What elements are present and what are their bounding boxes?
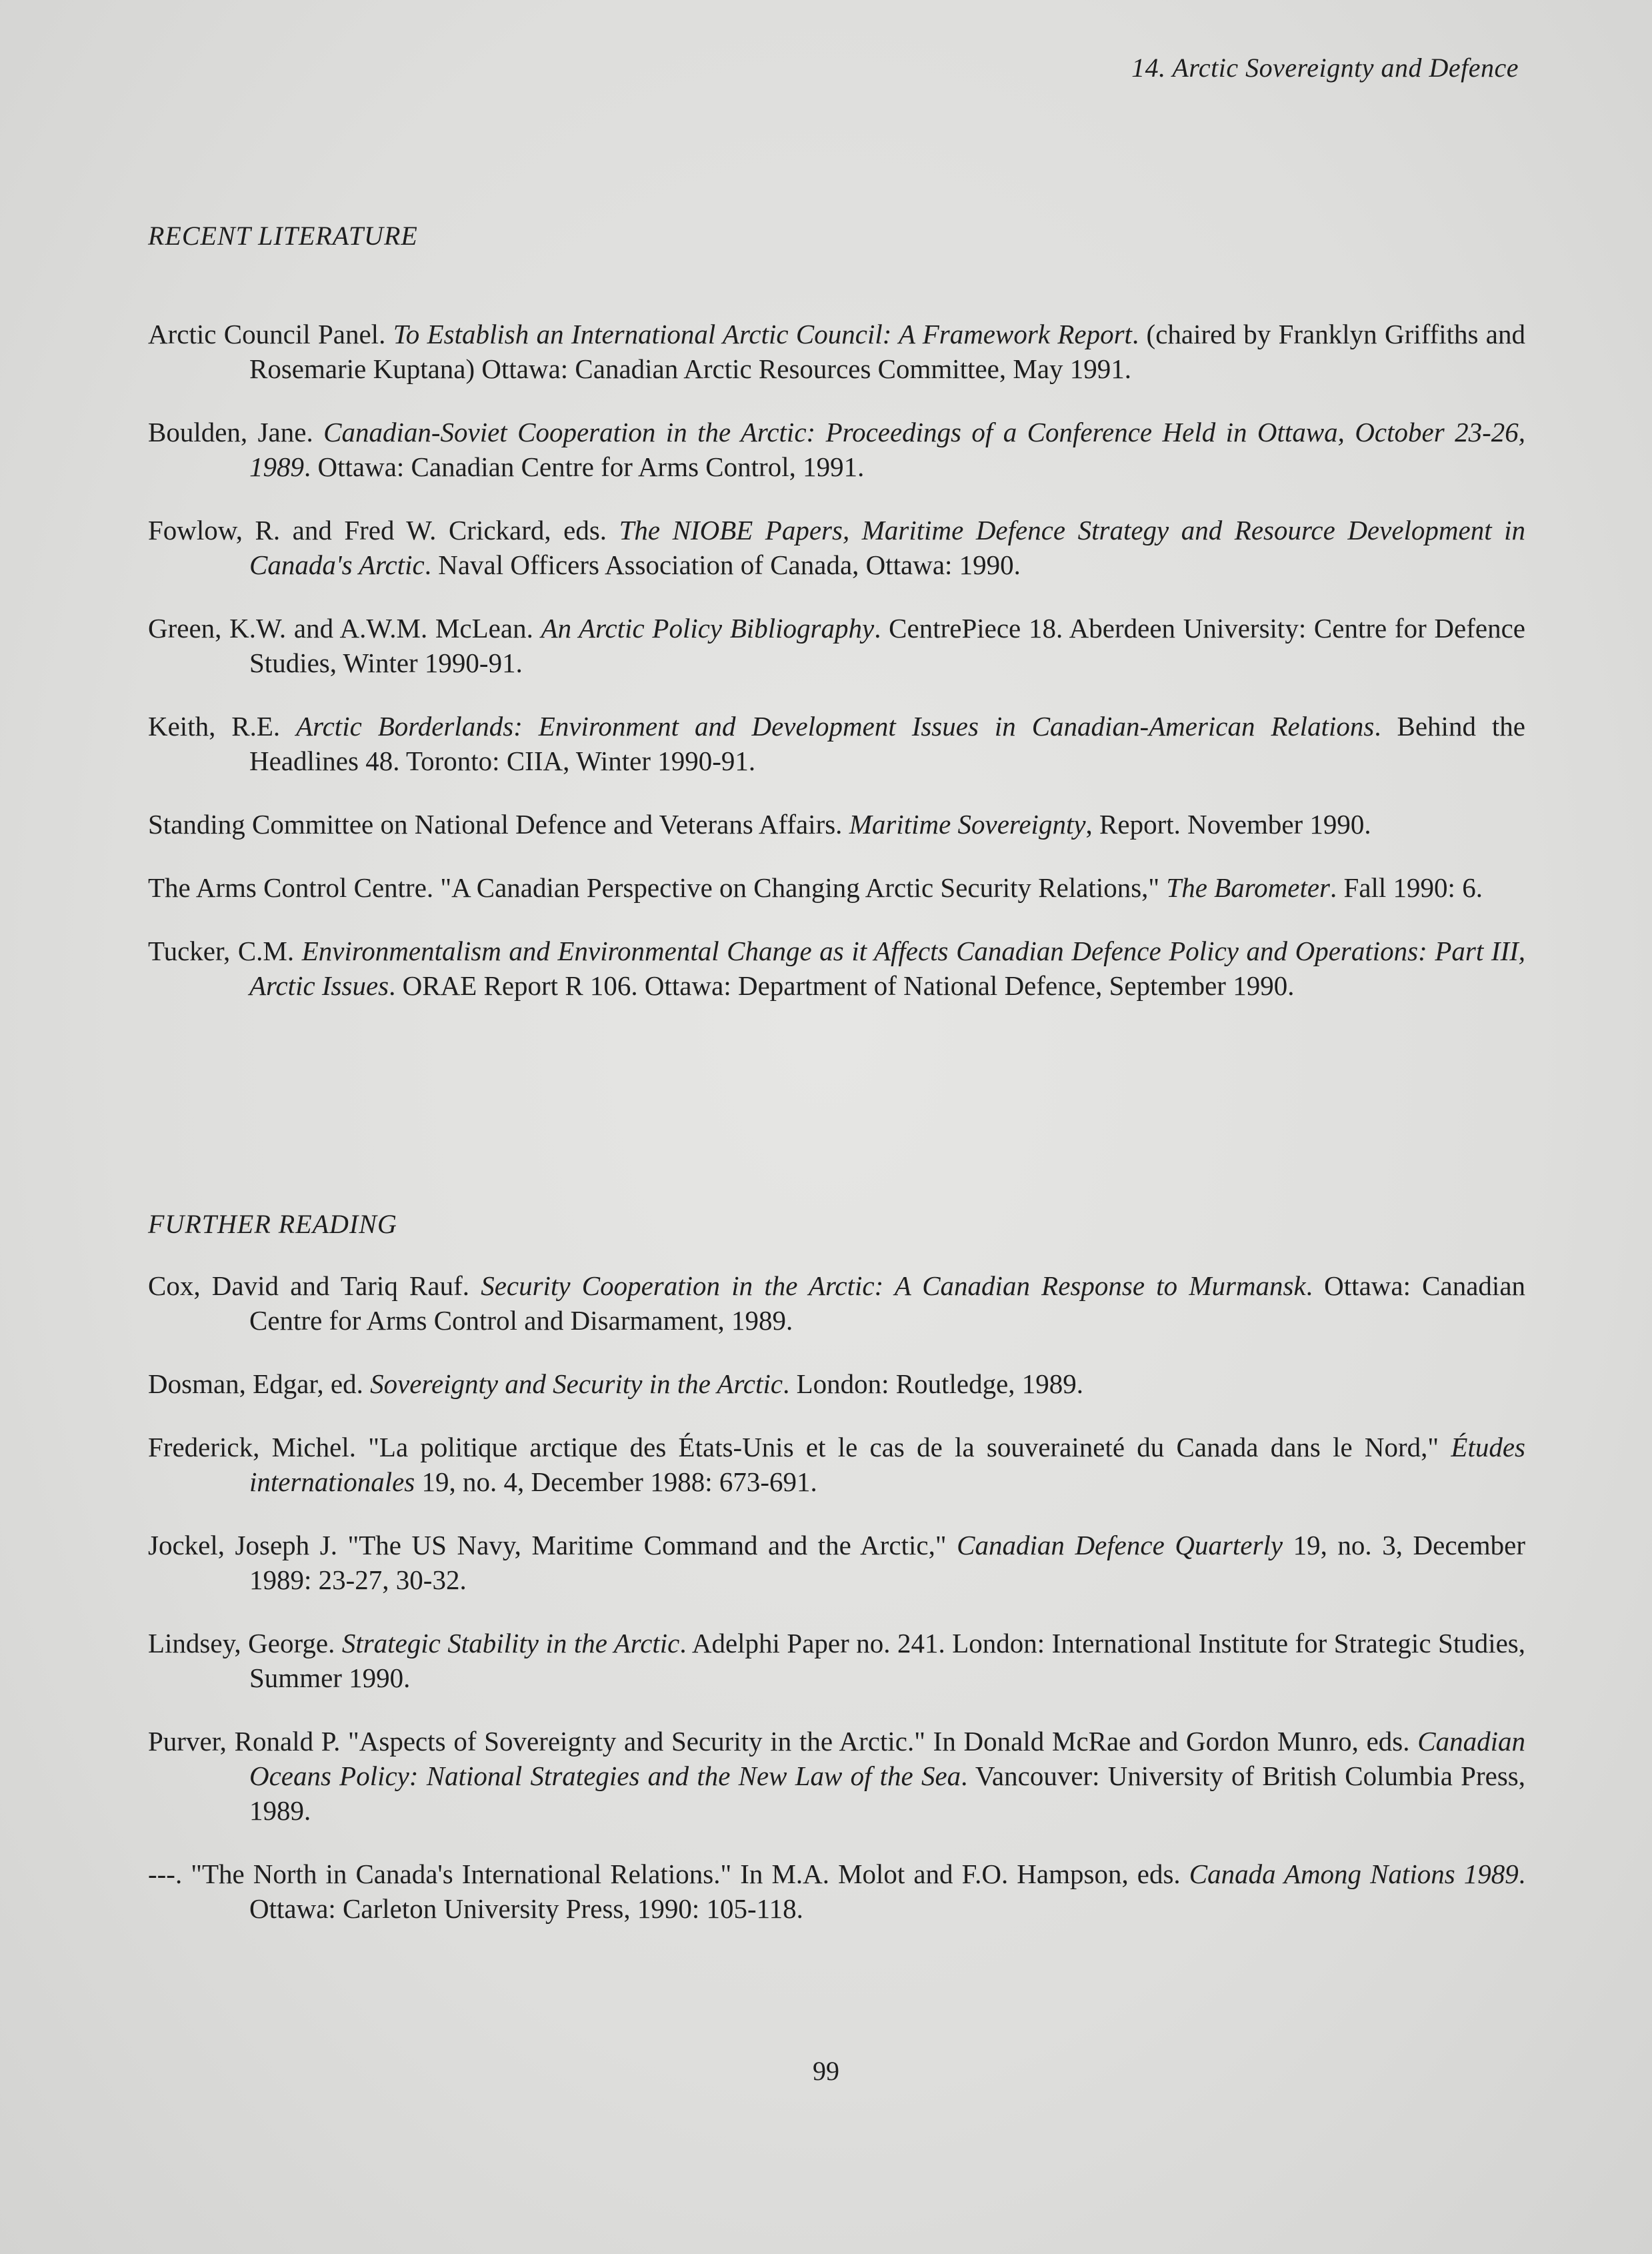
entry-author: Arctic Council Panel. xyxy=(148,319,393,349)
page-number: 99 xyxy=(813,2056,839,2086)
bibliography-entry xyxy=(148,709,1525,778)
entry-title: Environmentalism and Environmental Change as it Affects Canadian Defence Policy and Operations: Part III, Arctic Issues xyxy=(249,936,1525,1001)
entry-title: Security Cooperation in the Arctic: A Canadian Response to Murmansk xyxy=(481,1270,1306,1301)
entry-details: . London: Routledge, 1989. xyxy=(783,1368,1084,1399)
entry-title: Sovereignty and Security in the Arctic xyxy=(370,1368,783,1399)
entry-title: Canadian-Soviet Cooperation in the Arctic: Proceedings of a Conference Held in Ottawa, October 23-26, 1989 xyxy=(249,417,1525,482)
entry-author: Fowlow, R. and Fred W. Crickard, eds. xyxy=(148,515,619,545)
entry-details: . Naval Officers Association of Canada, Ottawa: 1990. xyxy=(424,549,1021,580)
further-reading-heading: FURTHER READING xyxy=(148,1209,397,1239)
entry-author: ---. "The North in Canada's International Relations." In M.A. Molot and F.O. Hampson, eds. xyxy=(148,1859,1189,1889)
entry-details: . Fall 1990: 6. xyxy=(1330,872,1483,903)
entry-title: Canadian Oceans Policy: National Strategies and the New Law of the Sea xyxy=(249,1726,1525,1791)
recent-literature-heading: RECENT LITERATURE xyxy=(148,221,418,251)
entry-details: . Adelphi Paper no. 241. London: International Institute for Strategic Studies, Summer 1990. xyxy=(249,1628,1526,1693)
entry-title: Canada Among Nations 1989 xyxy=(1189,1859,1519,1889)
recent-literature-list xyxy=(148,317,1525,1032)
bibliography-entry xyxy=(148,1528,1525,1597)
entry-title: The Barometer xyxy=(1166,872,1331,903)
bibliography-entry xyxy=(148,870,1525,905)
entry-title: Arctic Borderlands: Environment and Development Issues in Canadian-American Relations xyxy=(296,711,1375,742)
entry-details: . Ottawa: Canadian Centre for Arms Control, 1991. xyxy=(304,451,865,482)
entry-title: To Establish an International Arctic Council: A Framework Report xyxy=(393,319,1132,349)
entry-details: . (chaired by Franklyn Griffiths and Rosemarie Kuptana) Ottawa: Canadian Arctic Resources Committee, May 1991. xyxy=(249,319,1525,384)
entry-author: The Arms Control Centre. "A Canadian Perspective on Changing Arctic Security Relations," xyxy=(148,872,1167,903)
entry-details: 19, no. 4, December 1988: 673-691. xyxy=(415,1466,817,1497)
entry-details: . Vancouver: University of British Columbia Press, 1989. xyxy=(249,1761,1525,1826)
entry-author: Boulden, Jane. xyxy=(148,417,324,447)
entry-title: Maritime Sovereignty xyxy=(849,809,1086,840)
entry-details: , Report. November 1990. xyxy=(1085,809,1371,840)
entry-title: Canadian Defence Quarterly xyxy=(957,1530,1283,1560)
entry-author: Keith, R.E. xyxy=(148,711,297,742)
bibliography-entry xyxy=(148,611,1525,680)
entry-title: The NIOBE Papers, Maritime Defence Strategy and Resource Development in Canada's Arctic xyxy=(249,515,1526,580)
entry-details: . Ottawa: Canadian Centre for Arms Control and Disarmament, 1989. xyxy=(249,1270,1526,1336)
bibliography-entry xyxy=(148,1366,1525,1401)
running-header: 14. Arctic Sovereignty and Defence xyxy=(1131,53,1519,83)
entry-author: Jockel, Joseph J. "The US Navy, Maritime Command and the Arctic," xyxy=(148,1530,957,1560)
entry-author: Tucker, C.M. xyxy=(148,936,302,966)
bibliography-entry xyxy=(148,807,1525,842)
entry-author: Dosman, Edgar, ed. xyxy=(148,1368,371,1399)
entry-title: An Arctic Policy Bibliography xyxy=(541,613,875,644)
bibliography-entry xyxy=(148,1626,1525,1695)
bibliography-entry xyxy=(148,934,1525,1003)
bibliography-entry xyxy=(148,1430,1525,1499)
entry-details: 19, no. 3, December 1989: 23-27, 30-32. xyxy=(249,1530,1525,1595)
bibliography-entry xyxy=(148,317,1525,386)
entry-title: Études internationales xyxy=(249,1432,1525,1497)
entry-author: Lindsey, George. xyxy=(148,1628,342,1658)
entry-details: . CentrePiece 18. Aberdeen University: Centre for Defence Studies, Winter 1990-91. xyxy=(249,613,1525,678)
entry-author: Frederick, Michel. "La politique arctique des États-Unis et le cas de la souveraineté du Canada dans le Nord," xyxy=(148,1432,1451,1462)
entry-details: . Ottawa: Carleton University Press, 1990: 105-118. xyxy=(249,1859,1525,1924)
entry-author: Standing Committee on National Defence and Veterans Affairs. xyxy=(148,809,849,840)
entry-author: Cox, David and Tariq Rauf. xyxy=(148,1270,481,1301)
bibliography-entry xyxy=(148,1268,1525,1338)
entry-author: Purver, Ronald P. "Aspects of Sovereignty and Security in the Arctic." In Donald McRae and Gordon Munro, eds. xyxy=(148,1726,1418,1757)
entry-author: Green, K.W. and A.W.M. McLean. xyxy=(148,613,541,644)
bibliography-entry xyxy=(148,513,1525,582)
entry-details: . Behind the Headlines 48. Toronto: CIIA, Winter 1990-91. xyxy=(249,711,1525,776)
bibliography-entry xyxy=(148,415,1525,484)
bibliography-entry xyxy=(148,1857,1525,1926)
further-reading-list xyxy=(148,1268,1525,1955)
entry-title: Strategic Stability in the Arctic xyxy=(341,1628,680,1658)
entry-details: . ORAE Report R 106. Ottawa: Department of National Defence, September 1990. xyxy=(389,970,1295,1001)
bibliography-entry xyxy=(148,1724,1525,1828)
